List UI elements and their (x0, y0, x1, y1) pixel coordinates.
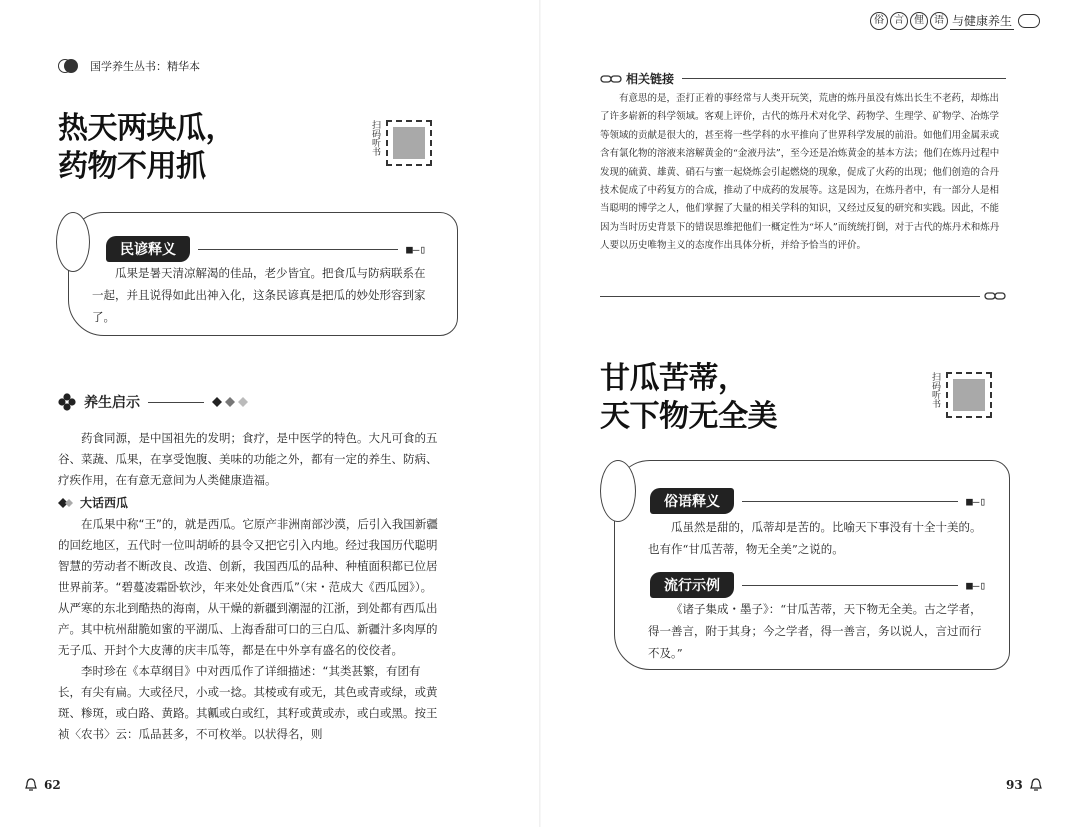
right-page-number: 93 (1006, 778, 1023, 792)
series-mark-icon (58, 59, 80, 73)
header-tail-text: 与健康养生 (952, 14, 1013, 28)
left-title-line-1: 热天两块瓜， (58, 111, 235, 146)
health-intro-paragraph: 药食同源，是中国祖先的发明；食疗，是中医学的特色。大凡可食的五谷、菜蔬、瓜果，在享受饱腹、美味的功能之外，都有一定的养生、防病、疗疾作用，在有意无意间为人类健康造福。 (58, 431, 438, 487)
meaning-section-heading: 俗语释义 (650, 488, 734, 514)
section-rule (742, 501, 958, 502)
right-title-line-2: 天下物无全美 (600, 399, 777, 434)
cloud-icon (1018, 14, 1040, 28)
right-page-footer (1006, 778, 1043, 792)
watermelon-subheading (58, 494, 443, 511)
header-char-2: 言 (890, 12, 908, 30)
health-section-body (58, 428, 443, 745)
bell-icon (1029, 778, 1043, 792)
watermelon-paragraph-1: 在瓜果中称“王”的，就是西瓜。它原产非洲南部沙漠，后引入我国新疆的回纥地区，五代时一位叫胡峤的县令又把它引入内地。经过我国历代聪明智慧的劳动者不断改良、改造、创新，我国西瓜的品种、种植面积都已位居世界前茅。“碧蔓凌霜卧软沙，年来处处食西瓜”（宋・范成大《西瓜园》）。从严寒的东北到酷热的海南，从干燥的新疆到潮湿的江浙，到处都有西瓜出产。其中杭州甜脆如蜜的平湖瓜、上海香甜可口的三白瓜、新疆汁多肉厚的无子瓜、开封个大皮薄的庆丰瓜等，都是在中外享有盛名的佼佼者。 (58, 517, 438, 657)
header-char-1: 俗 (870, 12, 888, 30)
header-char-4: 语 (930, 12, 948, 30)
bell-icon (24, 778, 38, 792)
proverb-explanation: 瓜果是暑天清凉解渴的佳品，老少皆宜。把食瓜与防病联系在一起，并且说得如此出神入化，这条民谚真是把瓜的妙处形容到家了。 (92, 266, 426, 324)
diamond-dots-icon (212, 397, 252, 407)
right-proverb-title (600, 360, 777, 436)
scroll-curl-decoration (600, 460, 636, 522)
watermelon-paragraph-2: 李时珍在《本草纲目》中对西瓜作了详细描述：“其类甚繁，有团有长，有尖有扁。大或径尺，小或一捻。其棱或有或无，其色或青或绿，或黄斑、糁斑，或白路、黄路。其瓤或白或红，其籽或黄或赤，或白或黑。按王祯〈农书〉云：瓜品甚多，不可枚举。以状得名，则 (58, 664, 438, 741)
qr-code-icon[interactable] (946, 372, 992, 418)
example-section-heading: 流行示例 (650, 572, 734, 598)
chain-link-icon (984, 291, 1006, 301)
left-running-header (58, 58, 200, 74)
section-rule (600, 296, 980, 297)
section-rule (148, 402, 204, 403)
related-heading: 相关链接 (626, 72, 675, 86)
spread-gutter (539, 0, 541, 827)
series-title: 国学养生丛书：精华本 (90, 60, 200, 73)
left-title-line-2: 药物不用抓 (58, 149, 206, 184)
scan-to-listen-label: 扫码听书 (370, 120, 380, 156)
flower-icon (58, 393, 76, 411)
left-page-footer (24, 778, 61, 792)
section-rule (198, 249, 398, 250)
related-section-header (600, 70, 1006, 87)
scan-to-listen-label: 扫码听书 (930, 372, 940, 408)
health-section-header (58, 392, 252, 412)
related-section-footer (600, 291, 1006, 301)
section-rule (682, 78, 1006, 79)
left-page-number: 62 (44, 778, 61, 792)
right-running-header (870, 12, 1040, 30)
example-section-header (650, 572, 986, 598)
chain-link-icon (600, 74, 622, 84)
proverb-section-header (106, 236, 426, 262)
health-section-heading: 养生启示 (84, 395, 140, 411)
proverb-section-heading: 民谚释义 (106, 236, 190, 262)
qr-code-icon[interactable] (386, 120, 432, 166)
section-end-mark: ■—▯ (966, 578, 986, 592)
header-char-3: 俚 (910, 12, 928, 30)
related-section-body (600, 90, 1006, 256)
watermelon-subheading-text: 大话西瓜 (80, 496, 129, 510)
right-qr-block[interactable] (930, 372, 992, 418)
left-proverb-title (58, 110, 235, 186)
right-title-line-1: 甘瓜苦蒂， (600, 361, 748, 396)
meaning-explanation: 瓜虽然是甜的，瓜蒂却是苦的。比喻天下事没有十全十美的。也有作“甘瓜苦蒂，物无全美”之说的。 (648, 520, 982, 556)
scroll-curl-decoration (56, 212, 90, 272)
left-qr-block[interactable] (370, 120, 432, 166)
section-end-mark: ■—▯ (966, 494, 986, 508)
meaning-section-header (650, 488, 986, 514)
section-end-mark: ■—▯ (406, 242, 426, 256)
example-quote: 《诸子集成・墨子》：“甘瓜苦蒂，天下物无全美。古之学者，得一善言，附于其身；今之学者，得一善言，务以说人，言过而行不及。” (648, 602, 982, 660)
related-paragraph: 有意思的是，歪打正着的事经常与人类开玩笑，荒唐的炼丹虽没有炼出长生不老药，却炼出了许多崭新的科学领域。客观上评价，古代的炼丹术对化学、药物学、生理学、矿物学、冶炼学等领域的贡献是很大的，甚至将一些学科的水平推向了世界科学发展的前沿。如他们用金属汞或含有氯化物的溶液来溶解黄金的“金液丹法”，至今还是冶炼黄金的基本方法；他们在炼丹过程中发现的硫黄、雄黄、硝石与蜜一起烧炼会引起燃烧的现象，促成了火药的出现；他们创造的合丹技术促成了中药复方的合成，推动了中成药的发展等。这是因为，在炼丹者中，有一部分人是相当聪明的博学之人，他们掌握了大量的相关学科的知识，又经过反复的研究和实践。因此，不能因为当时历史背景下的错误思维把他们一概定性为“坏人”而统统打倒，对于古代的炼丹术和炼丹人要以历史唯物主义的态度作出具体分析，并给予恰当的评价。 (600, 93, 1000, 252)
section-rule (742, 585, 958, 586)
diamond-pair-icon (58, 498, 74, 508)
